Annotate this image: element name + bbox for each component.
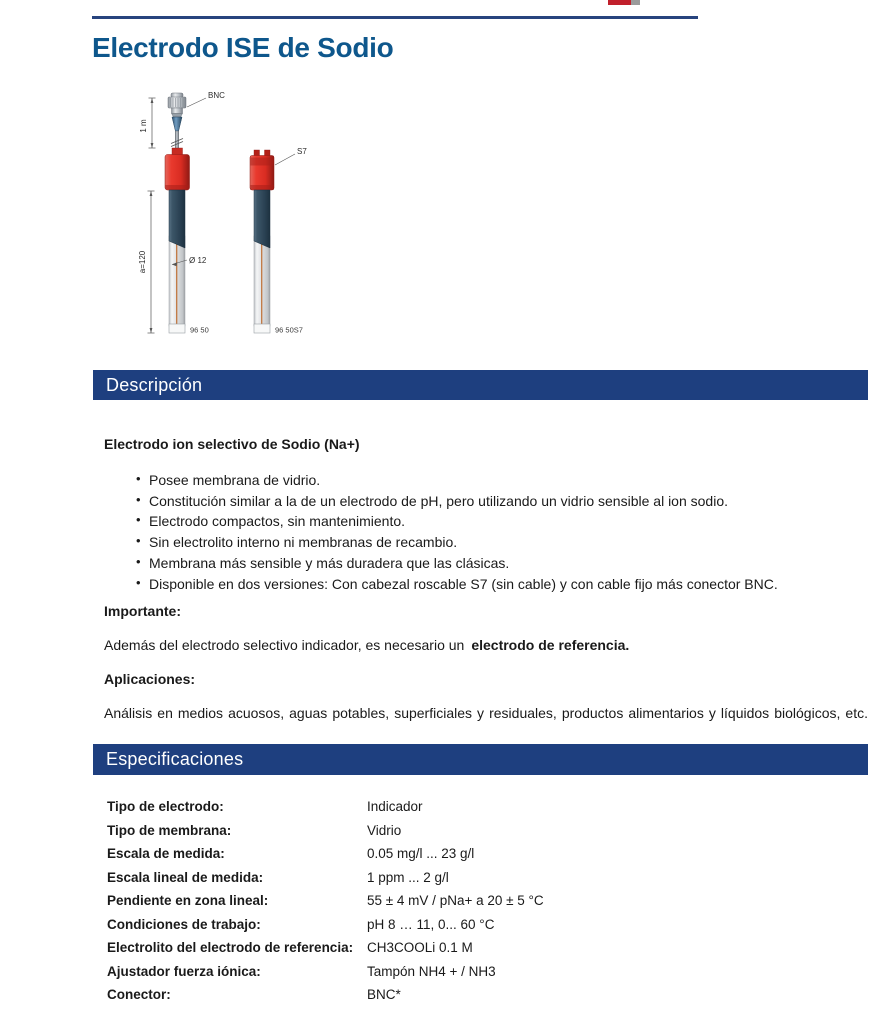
- important-bold-text: electrodo de referencia.: [471, 637, 630, 653]
- electrode-diagram: [138, 86, 338, 348]
- cable: [175, 131, 179, 149]
- dimension-body-length-label: a=120: [138, 250, 147, 274]
- spec-row: [107, 842, 867, 866]
- important-text: Además del electrodo selectivo indicador, es necesario un: [104, 637, 465, 653]
- spec-row: [107, 866, 867, 890]
- spec-value: 55 ± 4 mV / pNa+ a 20 ± 5 °C: [367, 893, 544, 908]
- spec-row: [107, 795, 867, 819]
- description-heading: Electrodo ion selectivo de Sodio (Na+): [104, 436, 360, 452]
- feature-bullet: • Electrodo compactos, sin mantenimiento.: [149, 511, 849, 532]
- spec-value: pH 8 … 11, 0... 60 °C: [367, 916, 495, 932]
- spec-row: [107, 983, 867, 1007]
- spec-label: Escala lineal de medida:: [107, 869, 264, 885]
- feature-bullet: • Constitución similar a la de un electrodo de pH, pero utilizando un vidrio sensible al ion sodio.: [149, 491, 849, 512]
- feature-bullet: • Disponible en dos versiones: Con cabezal roscable S7 (sin cable) y con cable fijo más conector BNC.: [149, 574, 849, 595]
- spec-value: Tampón NH4 + / NH3: [367, 963, 496, 979]
- applications-paragraph: Análisis en medios acuosos, aguas potables, superficiales y residuales, productos alimentarios y líquidos biológicos, etc.: [104, 705, 868, 721]
- specifications-section-header: Especificaciones: [93, 744, 868, 775]
- dimension-cable-length-label: 1 m: [139, 119, 148, 133]
- applications-label: Aplicaciones:: [104, 671, 196, 687]
- spec-value: 0.05 mg/l ... 23 g/l: [367, 846, 475, 861]
- dimension-body-length: [148, 191, 155, 333]
- page-title: Electrodo ISE de Sodio: [92, 32, 394, 63]
- logo-fragment-red: [608, 0, 631, 5]
- strain-relief: [172, 117, 182, 131]
- spec-value: Indicador: [367, 799, 423, 814]
- electrode-s7-version: [250, 150, 274, 333]
- spec-label: Escala de medida:: [107, 846, 225, 861]
- electrode-bnc-version: [165, 93, 190, 333]
- bnc-label: BNC: [208, 91, 225, 100]
- red-cap-bnc: [165, 148, 190, 190]
- spec-row: [107, 889, 867, 913]
- s7-label: S7: [297, 147, 307, 156]
- spec-row: [107, 819, 867, 843]
- shaft-body: [254, 190, 270, 248]
- diameter-label: Ø 12: [189, 256, 207, 265]
- description-section-header: Descripción: [93, 370, 868, 400]
- feature-bullet-list: [149, 470, 849, 594]
- spec-row: [107, 960, 867, 984]
- spec-label: Condiciones de trabajo:: [107, 916, 261, 932]
- dimension-cable-length: [149, 98, 156, 148]
- feature-bullet: • Sin electrolito interno ni membranas de recambio.: [149, 532, 849, 553]
- spec-label: Conector:: [107, 987, 171, 1002]
- spec-row: [107, 913, 867, 937]
- spec-value: Vidrio: [367, 822, 402, 838]
- bnc-leader-line: [187, 98, 206, 107]
- model-number-s7: 96 50S7: [275, 325, 303, 335]
- spec-value: 1 ppm ... 2 g/l: [367, 869, 449, 885]
- spec-label: Tipo de electrodo:: [107, 799, 224, 814]
- feature-bullet: • Membrana más sensible y más duradera que las clásicas.: [149, 553, 849, 574]
- important-paragraph: [104, 637, 864, 653]
- spec-label: Ajustador fuerza iónica:: [107, 963, 261, 979]
- spec-label: Pendiente en zona lineal:: [107, 893, 269, 908]
- membrane-tip: [254, 324, 270, 333]
- bnc-connector: [168, 93, 186, 117]
- shaft-body: [169, 190, 185, 248]
- spec-value: CH3COOLi 0.1 M: [367, 940, 473, 955]
- spec-label: Electrolito del electrodo de referencia:: [107, 940, 354, 955]
- feature-bullet: • Posee membrana de vidrio.: [149, 470, 849, 491]
- header-rule: [92, 16, 698, 19]
- spec-value: BNC*: [367, 987, 401, 1002]
- spec-row: [107, 936, 867, 960]
- spec-label: Tipo de membrana:: [107, 822, 232, 838]
- logo-fragment-gray: [631, 0, 640, 5]
- red-cap-s7: [250, 156, 274, 191]
- specifications-table: [107, 795, 867, 1007]
- s7-leader-line: [275, 154, 295, 165]
- membrane-tip: [169, 324, 185, 333]
- model-number-bnc: 96 50: [190, 325, 209, 335]
- important-label: Importante:: [104, 603, 181, 619]
